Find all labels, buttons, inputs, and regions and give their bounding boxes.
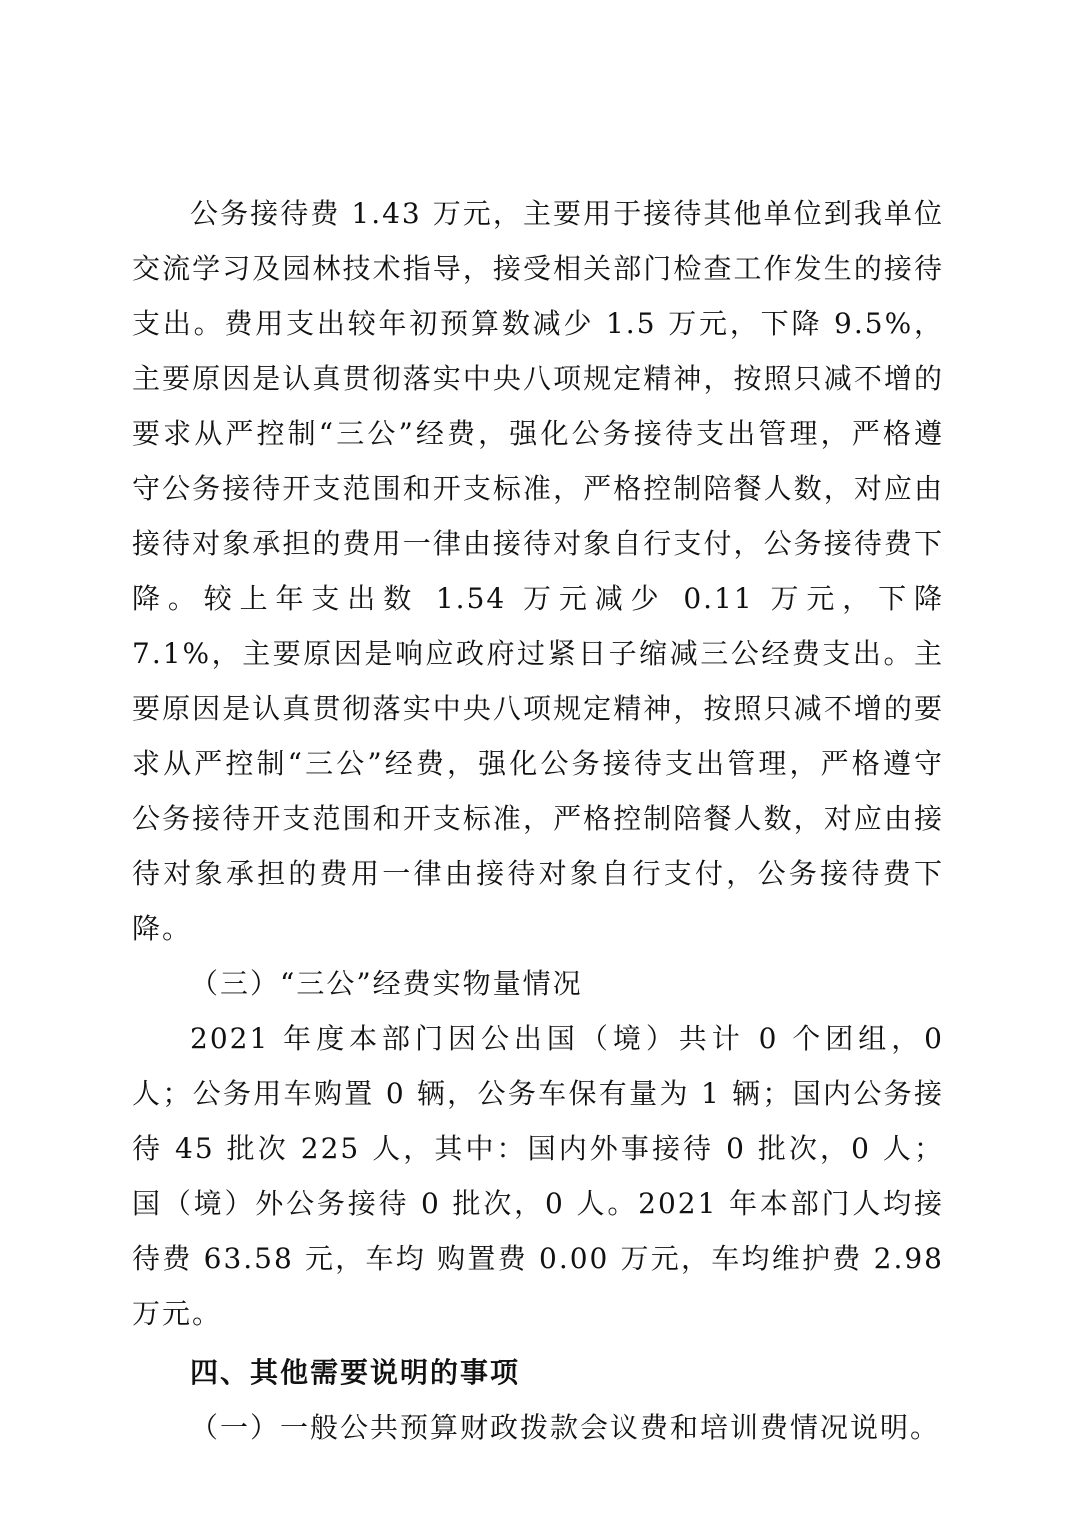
paragraph-hospitality-expense: 公务接待费 1.43 万元，主要用于接待其他单位到我单位交流学习及园林技术指导，接受相关部门检查工作发生的接待支出。费用支出较年初预算数减少 1.5 万元，下降 9.5%，主要原因是认真贯彻落实中央八项规定精神，按照只减不增的要求从严控制“三公”经费，强化公务接待支出管理，严格遵守公务接待开支范围和开支标准，严格控制陪餐人数，对应由接待对象承担的费用一律由接待对象自行支付，公务接待费下降。较上年支出数 1.54 万元减少 0.11 万元，下降 7.1%，主要原因是响应政府过紧日子缩减三公经费支出。主要原因是认真贯彻落实中央八项规定精神，按照只减不增的要求从严控制“三公”经费，强化公务接待支出管理，严格遵守公务接待开支范围和开支标准，严格控制陪餐人数，对应由接待对象承担的费用一律由接待对象自行支付，公务接待费下降。 <box>132 197 944 945</box>
section-heading-four-one-meeting-training: （一）一般公共预算财政拨款会议费和培训费情况说明。 <box>190 1411 941 1444</box>
paragraph-physical-quantity: 2021 年度本部门因公出国（境）共计 0 个团组，0 人；公务用车购置 0 辆，公务车保有量为 1 辆；国内公务接待 45 批次 225 人，其中：国内外事接待 0 批次，0 人；国（境）外公务接待 0 批次，0 人。2021 年本部门人均接待费 63.58 元，车均 购置费 0.00 万元，车均维护费 2.98 万元。 <box>132 1022 944 1330</box>
section-heading-four-other-matters: 四、其他需要说明的事项 <box>190 1356 521 1389</box>
section-heading-three-public-expenses-quantity: （三）“三公”经费实物量情况 <box>190 967 583 1000</box>
document-body <box>132 186 944 1455</box>
